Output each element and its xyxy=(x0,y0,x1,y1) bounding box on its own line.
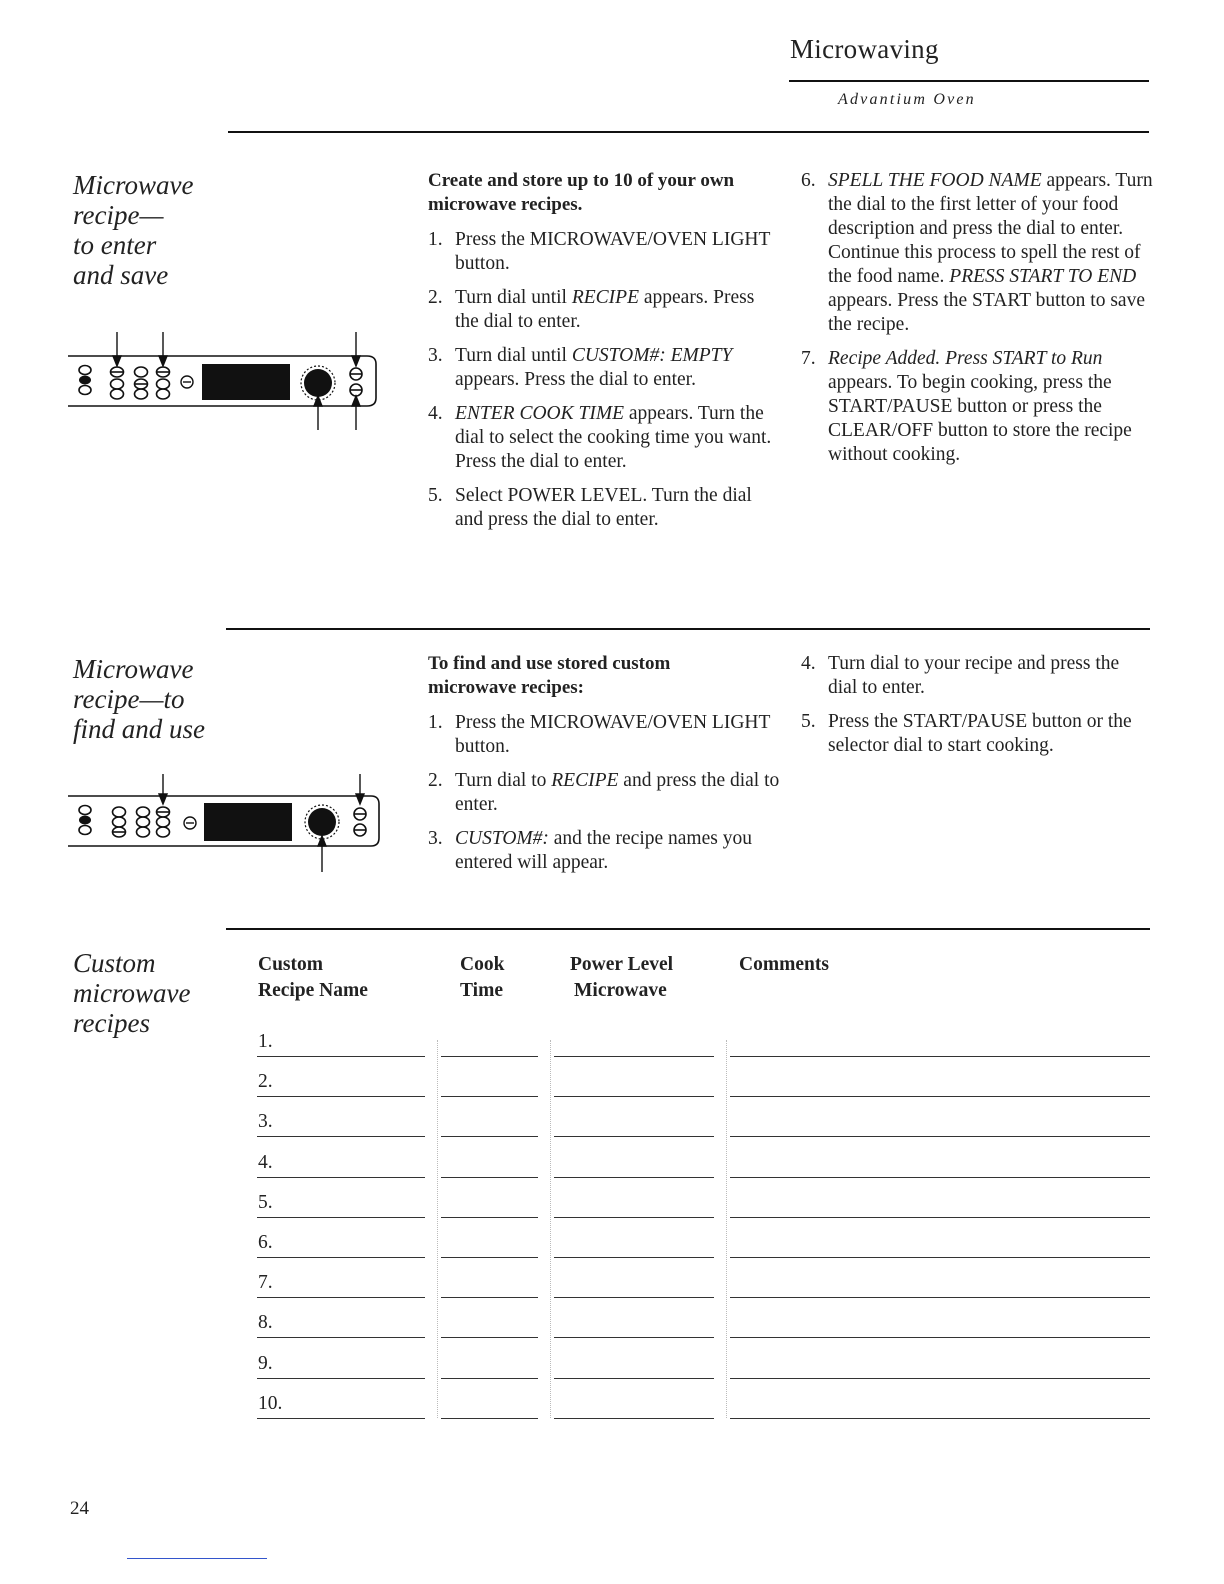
footer-link-line xyxy=(127,1558,267,1559)
display-message-text: Recipe Added. Press START to Run xyxy=(828,348,1103,369)
step-number: 4. xyxy=(428,403,443,424)
power-level-line xyxy=(554,1337,714,1338)
cook-time-line xyxy=(441,1096,538,1097)
step-item xyxy=(801,652,1153,700)
recipe-name-line xyxy=(257,1096,425,1097)
comments-line xyxy=(730,1337,1150,1338)
display-message-text: PRESS START TO END xyxy=(949,266,1137,287)
cook-time-line xyxy=(441,1418,538,1419)
header-comments: Comments xyxy=(739,954,829,975)
recipe-name-line xyxy=(257,1378,425,1379)
step-number: 5. xyxy=(801,711,816,732)
control-panel-diagram-find xyxy=(66,772,382,874)
recipe-name-line xyxy=(257,1136,425,1137)
section2-side-title: Microwave recipe—to find and use xyxy=(73,654,205,744)
power-level-line xyxy=(554,1418,714,1419)
step-number: 3. xyxy=(428,828,443,849)
section2-rule xyxy=(226,628,1150,630)
step-text: Press the MICROWAVE/OVEN LIGHT button. xyxy=(455,229,771,274)
step-item xyxy=(428,484,778,532)
section1-steps-left xyxy=(428,219,778,532)
recipe-row-number: 2. xyxy=(258,1071,273,1093)
comments-line xyxy=(730,1136,1150,1137)
step-text: appears. Press the dial to enter. xyxy=(455,369,696,390)
step-text: Turn dial until xyxy=(455,345,572,366)
comments-line xyxy=(730,1217,1150,1218)
column-separator xyxy=(550,1040,551,1418)
recipe-row-number: 8. xyxy=(258,1312,273,1334)
recipe-name-line xyxy=(257,1418,425,1419)
step-list xyxy=(801,169,1153,467)
section1-side-title: Microwave recipe— to enter and save xyxy=(73,170,194,290)
comments-line xyxy=(730,1096,1150,1097)
cook-time-line xyxy=(441,1177,538,1178)
cook-time-line xyxy=(441,1056,538,1057)
step-number: 2. xyxy=(428,287,443,308)
step-list xyxy=(428,711,788,875)
column-separator xyxy=(437,1040,438,1418)
step-text: Turn dial to your recipe and press the dial to enter. xyxy=(828,653,1120,698)
cook-time-line xyxy=(441,1136,538,1137)
recipe-name-line xyxy=(257,1337,425,1338)
section2-steps-right xyxy=(801,652,1153,758)
recipe-name-line xyxy=(257,1257,425,1258)
section1-steps-right xyxy=(801,169,1153,467)
recipe-name-line xyxy=(257,1177,425,1178)
display-message-text: CUSTOM#: EMPTY xyxy=(571,345,733,366)
step-item xyxy=(428,286,778,334)
product-name: Advantium Oven xyxy=(838,91,976,108)
power-level-line xyxy=(554,1177,714,1178)
section3-side-title: Custom microwave recipes xyxy=(73,948,191,1038)
step-list xyxy=(801,652,1153,758)
cook-time-line xyxy=(441,1217,538,1218)
column-separator xyxy=(726,1040,727,1418)
recipe-row-number: 10. xyxy=(258,1392,283,1414)
step-number: 6. xyxy=(801,170,816,191)
step-text: Turn dial until xyxy=(455,287,572,308)
step-number: 3. xyxy=(428,345,443,366)
section2-intro: To find and use stored custom microwave recipes: xyxy=(428,653,671,698)
step-text: Press the START/PAUSE button or the selector dial to start cooking. xyxy=(828,711,1132,756)
section1-intro: Create and store up to 10 of your own microwave recipes. xyxy=(428,170,735,215)
recipe-row-number: 4. xyxy=(258,1151,273,1173)
step-text: appears. Turn the dial to the first letter of your food description and press the dial to enter. Continue this process to spell the rest of the food name. xyxy=(828,170,1153,287)
display-message-text: SPELL THE FOOD NAME xyxy=(828,170,1042,191)
section1-rule xyxy=(228,131,1149,133)
header-recipe-name: Custom Recipe Name xyxy=(258,954,368,1001)
power-level-line xyxy=(554,1056,714,1057)
header-cook-time: Cook Time xyxy=(460,954,505,1001)
step-text: Press the MICROWAVE/OVEN LIGHT button. xyxy=(455,712,771,757)
comments-line xyxy=(730,1056,1150,1057)
step-item xyxy=(428,402,778,474)
step-number: 7. xyxy=(801,348,816,369)
step-text: Select POWER LEVEL. Turn the dial and press the dial to enter. xyxy=(455,485,752,530)
power-level-line xyxy=(554,1297,714,1298)
step-number: 1. xyxy=(428,712,443,733)
step-number: 4. xyxy=(801,653,816,674)
display-message-text: RECIPE xyxy=(551,770,619,791)
recipe-name-line xyxy=(257,1297,425,1298)
cook-time-line xyxy=(441,1297,538,1298)
comments-line xyxy=(730,1418,1150,1419)
power-level-line xyxy=(554,1257,714,1258)
cook-time-line xyxy=(441,1378,538,1379)
step-item xyxy=(801,169,1153,337)
step-item xyxy=(801,710,1153,758)
recipe-row-number: 3. xyxy=(258,1111,273,1133)
step-number: 1. xyxy=(428,229,443,250)
power-level-line xyxy=(554,1136,714,1137)
power-level-line xyxy=(554,1217,714,1218)
comments-line xyxy=(730,1177,1150,1178)
header-power-level: Power Level Microwave xyxy=(570,954,674,1001)
section-title: Microwaving xyxy=(790,34,939,64)
comments-line xyxy=(730,1257,1150,1258)
display-message-text: RECIPE xyxy=(571,287,639,308)
recipe-row-number: 9. xyxy=(258,1352,273,1374)
step-text: and press the dial to enter. xyxy=(455,770,780,815)
step-item xyxy=(801,347,1153,467)
recipe-name-line xyxy=(257,1056,425,1057)
recipe-row-number: 1. xyxy=(258,1031,273,1052)
comments-line xyxy=(730,1297,1150,1298)
cook-time-line xyxy=(441,1337,538,1338)
recipe-name-line xyxy=(257,1217,425,1218)
step-item xyxy=(428,769,788,817)
recipe-row-number: 7. xyxy=(258,1272,273,1294)
header-rule-short xyxy=(789,80,1149,82)
section2-steps-left xyxy=(428,702,788,875)
step-number: 5. xyxy=(428,485,443,506)
display-message-text: CUSTOM#: xyxy=(455,828,549,849)
step-item xyxy=(428,228,778,276)
step-list xyxy=(428,228,778,532)
power-level-line xyxy=(554,1378,714,1379)
recipe-row-number: 6. xyxy=(258,1232,273,1253)
step-item xyxy=(428,711,788,759)
control-panel-diagram-enter xyxy=(66,330,382,432)
page-number: 24 xyxy=(70,1498,89,1519)
step-text: appears. Turn the dial to select the cooking time you want. Press the dial to enter. xyxy=(455,403,772,472)
section3-rule xyxy=(226,928,1150,930)
step-item xyxy=(428,827,788,875)
comments-line xyxy=(730,1378,1150,1379)
display-message-text: ENTER COOK TIME xyxy=(455,403,625,424)
recipe-row-number: 5. xyxy=(258,1191,273,1213)
power-level-line xyxy=(554,1096,714,1097)
step-text: appears. To begin cooking, press the START/PAUSE button or press the CLEAR/OFF button to store the recipe without cooking. xyxy=(828,372,1132,465)
step-text: Turn dial to xyxy=(455,770,552,791)
step-item xyxy=(428,344,778,392)
step-text: appears. Press the dial to enter. xyxy=(455,287,755,332)
step-number: 2. xyxy=(428,770,443,791)
step-text: and the recipe names you entered will appear. xyxy=(455,828,752,873)
step-text: appears. Press the START button to save the recipe. xyxy=(828,290,1145,335)
cook-time-line xyxy=(441,1257,538,1258)
